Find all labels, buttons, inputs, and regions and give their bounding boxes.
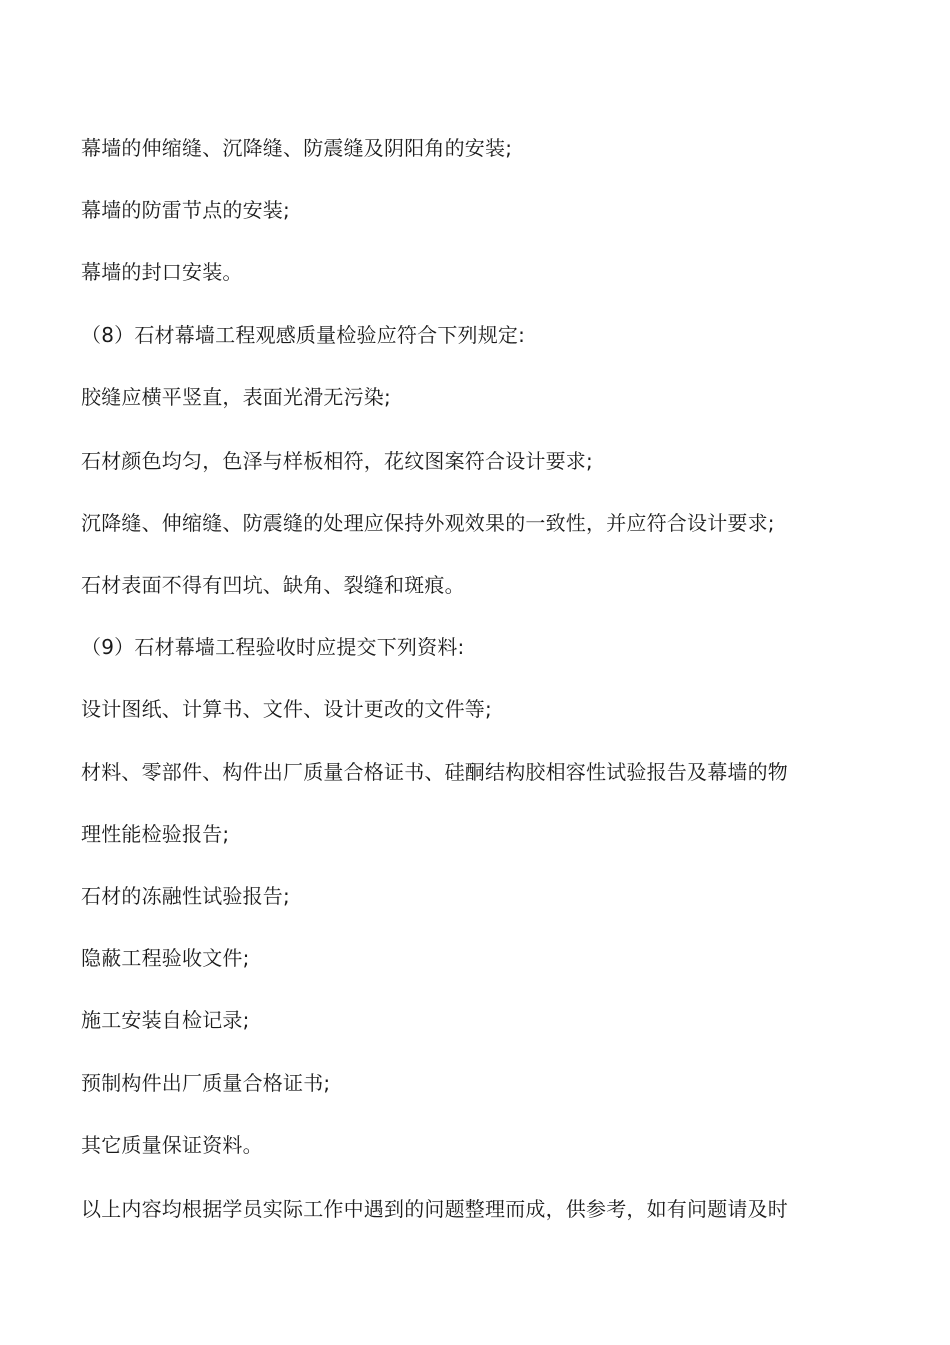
- section-heading-9: （9）石材幕墙工程验收时应提交下列资料:: [81, 635, 465, 659]
- text-line-design-drawings: 设计图纸、计算书、文件、设计更改的文件等;: [81, 697, 492, 721]
- text-line-joint-treatment: 沉降缝、伸缩缝、防震缝的处理应保持外观效果的一致性，并应符合设计要求;: [81, 511, 775, 535]
- text-line-stone-color: 石材颜色均匀，色泽与样板相符，花纹图案符合设计要求;: [81, 449, 593, 473]
- text-line-self-inspection: 施工安装自检记录;: [81, 1008, 250, 1032]
- text-line-sealant-joints: 胶缝应横平竖直，表面光滑无污染;: [81, 385, 391, 409]
- text-line-other-materials: 其它质量保证资料。: [81, 1133, 263, 1157]
- text-line-concealed-works: 隐蔽工程验收文件;: [81, 946, 250, 970]
- text-line-stone-surface: 石材表面不得有凹坑、缺角、裂缝和斑痕。: [81, 573, 465, 597]
- text-line-material-certificates: 材料、零部件、构件出厂质量合格证书、硅酮结构胶相容性试验报告及幕墙的物: [81, 760, 788, 784]
- text-line-freeze-thaw-report: 石材的冻融性试验报告;: [81, 884, 290, 908]
- text-line-closing-note: 以上内容均根据学员实际工作中遇到的问题整理而成，供参考，如有问题请及时: [81, 1197, 788, 1221]
- text-line-lightning-nodes: 幕墙的防雷节点的安装;: [81, 198, 290, 222]
- section-heading-8: （8）石材幕墙工程观感质量检验应符合下列规定:: [81, 323, 526, 347]
- text-line-prefab-certificates: 预制构件出厂质量合格证书;: [81, 1071, 331, 1095]
- text-line-performance-report: 理性能检验报告;: [81, 822, 230, 846]
- text-line-sealing-install: 幕墙的封口安装。: [81, 260, 243, 284]
- text-line-curtain-wall-joints: 幕墙的伸缩缝、沉降缝、防震缝及阴阳角的安装;: [81, 136, 513, 160]
